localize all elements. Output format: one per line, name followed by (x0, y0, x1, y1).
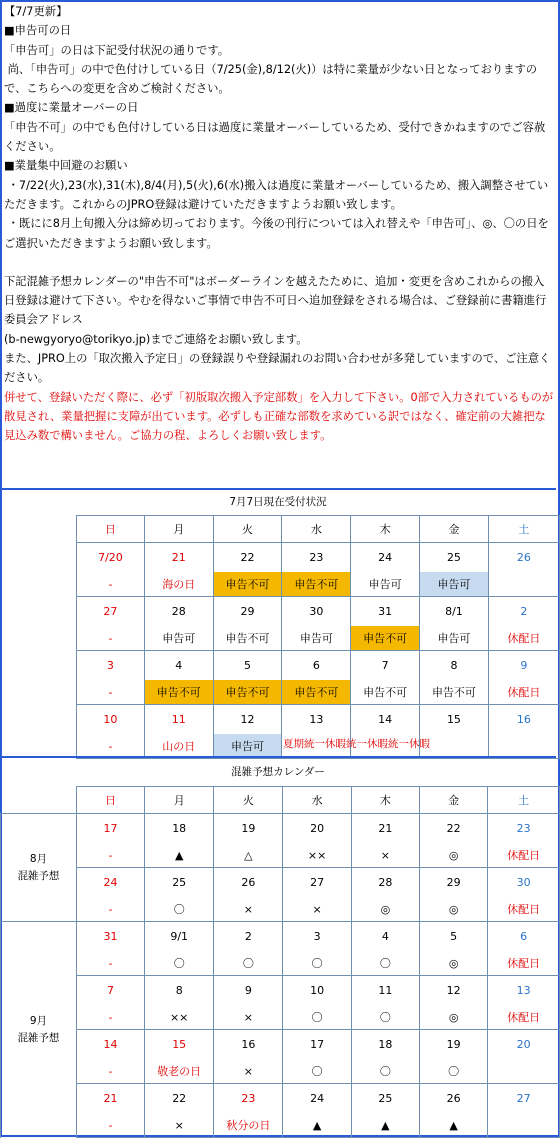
divider (0, 488, 556, 490)
weekday-5: 金 (420, 516, 489, 543)
forecast-cell: - (76, 951, 144, 976)
date-cell: 22 (213, 543, 282, 573)
status-cell (488, 572, 559, 597)
date-cell: 18 (145, 814, 214, 844)
date-cell: 31 (76, 922, 144, 952)
date-cell: 31 (351, 597, 420, 627)
notice-text: ・7/22(火),23(水),31(木),8/4(月),5(火),6(水)搬入は過度に業量オーバーしているため、搬入調整させていただきます。これからのJPRO登録は避けていただきますようお願い致します。 (4, 178, 549, 211)
week-forecast-row (1, 1059, 560, 1084)
status-cell: 休配日 (488, 680, 559, 705)
header-spacer (1, 787, 77, 814)
date-cell: 10 (77, 705, 145, 735)
date-cell: 23 (214, 1084, 283, 1114)
forecast-cell: × (145, 1113, 214, 1138)
date-cell: 8 (420, 651, 489, 681)
date-cell: 11 (351, 976, 419, 1006)
forecast-cell: × (283, 897, 351, 922)
date-cell: 7/20 (77, 543, 145, 573)
forecast-cell (488, 1113, 560, 1138)
weekday-5: 金 (420, 787, 488, 814)
status-cell: 申告不可 (144, 680, 213, 705)
forecast-cell: ▲ (351, 1113, 419, 1138)
week-date-row (1, 868, 560, 898)
warning-text: 併せて、登録いただく際に、必ず「初版取次搬入予定部数」を入力して下さい。0部で入力されているものが散見され、業量把握に支障が出ています。必ずしも正確な部数を求めている訳ではなく、確定前の大雑把な見込み数で構いません。ご協力の程、よろしくお願い致します。 (4, 390, 554, 443)
month-label (1, 814, 77, 922)
week-status-row (77, 626, 560, 651)
notice-text: ・既にに8月上旬搬入分は締め切っております。今後の刊行については入れ替えや「申告可」、◎、〇の日をご選択いただきますようお願い致します。 (4, 217, 549, 250)
weekday-6: 土 (488, 516, 559, 543)
forecast-cell: × (351, 843, 419, 868)
forecast-title: 混雑予想カレンダー (231, 766, 325, 778)
date-cell: 22 (420, 814, 488, 844)
status-cell: - (77, 626, 145, 651)
date-cell: 10 (283, 976, 351, 1006)
week-date-row (1, 814, 560, 844)
date-cell: 26 (420, 1084, 488, 1114)
week-forecast-row (1, 951, 560, 976)
date-cell: 19 (214, 814, 283, 844)
date-cell: 17 (283, 1030, 351, 1060)
status-cell: 休配日 (488, 626, 559, 651)
update-label: 【7/7更新】 (4, 5, 68, 18)
forecast-cell: - (76, 1113, 144, 1138)
forecast-cell: 〇 (214, 951, 283, 976)
date-cell: 24 (283, 1084, 351, 1114)
forecast-cell: 〇 (351, 1059, 419, 1084)
forecast-cell: 〇 (283, 951, 351, 976)
forecast-cell: 〇 (283, 1059, 351, 1084)
date-cell: 25 (351, 1084, 419, 1114)
weekday-4: 木 (351, 516, 420, 543)
status-cell: - (77, 734, 145, 759)
date-cell: 22 (145, 1084, 214, 1114)
week-date-row (77, 543, 560, 573)
status-calendar (76, 515, 560, 759)
week-forecast-row (1, 1113, 560, 1138)
status-cell: 申告不可 (420, 680, 489, 705)
date-cell: 24 (76, 868, 144, 898)
date-cell: 20 (283, 814, 351, 844)
weekday-6: 土 (488, 787, 560, 814)
status-cell: 申告可 (420, 626, 489, 651)
date-cell: 3 (283, 922, 351, 952)
date-cell: 6 (488, 922, 560, 952)
status-title: 7月7日現在受付状況 (229, 496, 327, 508)
month-sub: 混雑予想 (17, 869, 60, 882)
forecast-cell: 秋分の日 (214, 1113, 283, 1138)
week-date-row (1, 922, 560, 952)
status-cell: 申告不可 (351, 680, 420, 705)
date-cell: 28 (351, 868, 419, 898)
date-cell: 23 (488, 814, 560, 844)
week-forecast-row (1, 843, 560, 868)
notice-text: 下記混雑予想カレンダーの"申告不可"はボーダーラインを越えたために、追加・変更を含めこれからの搬入日登録は避けて下さい。やむを得ないご事情で申告不可日へ追加登録をされる場合は、ご登録前に書籍進行委員会アドレス (4, 274, 547, 327)
week-forecast-row (1, 1005, 560, 1030)
week-date-row (1, 1030, 560, 1060)
date-cell: 13 (488, 976, 560, 1006)
date-cell: 9 (214, 976, 283, 1006)
week-status-row (77, 680, 560, 705)
date-cell: 12 (213, 705, 282, 735)
forecast-cell: - (76, 843, 144, 868)
date-cell: 6 (282, 651, 351, 681)
date-cell: 30 (488, 868, 560, 898)
status-cell (488, 734, 559, 759)
forecast-cell: 〇 (145, 897, 214, 922)
section-heading: ■業量集中回避のお願い (4, 159, 128, 173)
forecast-cell: × (214, 1059, 283, 1084)
date-cell: 20 (488, 1030, 560, 1060)
forecast-cell: ◎ (420, 843, 488, 868)
status-cell: 申告不可 (213, 626, 282, 651)
forecast-calendar (0, 786, 560, 1138)
forecast-cell: 〇 (420, 1059, 488, 1084)
forecast-cell: 〇 (351, 1005, 419, 1030)
date-cell: 11 (144, 705, 213, 735)
week-date-row (77, 705, 560, 735)
forecast-cell: - (76, 1005, 144, 1030)
forecast-cell: - (76, 1059, 144, 1084)
summer-holiday-label: 夏期統一休暇統一休暇統一休暇 (283, 738, 430, 750)
date-cell: 8/1 (420, 597, 489, 627)
forecast-cell: ×× (283, 843, 351, 868)
weekday-0: 日 (76, 787, 144, 814)
forecast-cell: 休配日 (488, 1005, 560, 1030)
date-cell: 17 (76, 814, 144, 844)
status-cell: 海の日 (144, 572, 213, 597)
month-name: 8月 (29, 852, 48, 865)
notice-text: 尚、「申告可」の中で色付けしている日（7/25(金),8/12(火)）は特に業量が少ない日となっておりますので、こちらへの変更を含めご検討ください。 (4, 62, 538, 96)
forecast-cell: ▲ (283, 1113, 351, 1138)
status-cell: 申告不可 (282, 572, 351, 597)
status-cell: 申告可 (282, 626, 351, 651)
date-cell: 21 (144, 543, 213, 573)
forecast-cell: ◎ (351, 897, 419, 922)
week-date-row (77, 597, 560, 627)
forecast-cell: 〇 (145, 951, 214, 976)
week-forecast-row (1, 897, 560, 922)
date-cell: 25 (145, 868, 214, 898)
forecast-cell (488, 1059, 560, 1084)
date-cell: 8 (145, 976, 214, 1006)
date-cell: 26 (488, 543, 559, 573)
week-date-row (1, 976, 560, 1006)
date-cell: 27 (77, 597, 145, 627)
date-cell: 26 (214, 868, 283, 898)
notice-text: 「申告不可」の中でも色付けしている日は過度に業量オーバーしているため、受付できかねますのでご容赦ください。 (4, 120, 546, 154)
date-cell: 9 (488, 651, 559, 681)
month-name: 9月 (29, 1014, 48, 1027)
status-cell: 申告可 (144, 626, 213, 651)
weekday-3: 水 (282, 516, 351, 543)
weekday-header (1, 787, 560, 814)
contact-email[interactable]: (b-newgyoryo@torikyo.jp)までご連絡をお願い致します。 (4, 332, 308, 346)
date-cell: 25 (420, 543, 489, 573)
weekday-4: 木 (351, 787, 419, 814)
divider (0, 756, 556, 758)
status-cell: 山の日 (144, 734, 213, 759)
date-cell: 5 (420, 922, 488, 952)
date-cell: 2 (214, 922, 283, 952)
month-label (1, 922, 77, 1138)
forecast-cell: × (214, 897, 283, 922)
date-cell: 15 (145, 1030, 214, 1060)
date-cell: 2 (488, 597, 559, 627)
date-cell: 29 (420, 868, 488, 898)
date-cell: 4 (144, 651, 213, 681)
notice-block (4, 2, 554, 446)
forecast-cell: ◎ (420, 1005, 488, 1030)
status-cell: 申告不可 (351, 626, 420, 651)
date-cell: 24 (351, 543, 420, 573)
weekday-2: 火 (213, 516, 282, 543)
date-cell: 4 (351, 922, 419, 952)
date-cell: 16 (214, 1030, 283, 1060)
month-sub: 混雑予想 (17, 1031, 60, 1044)
date-cell: 5 (213, 651, 282, 681)
forecast-cell: 敬老の日 (145, 1059, 214, 1084)
status-cell: 申告不可 (213, 572, 282, 597)
date-cell: 7 (351, 651, 420, 681)
status-cell: 申告可 (213, 734, 282, 759)
date-cell: 15 (420, 705, 489, 735)
notice-text: また、JPRO上の「取次搬入予定日」の登録誤りや登録漏れのお問い合わせが多発していますので、ご注意ください。 (4, 352, 551, 385)
date-cell: 28 (144, 597, 213, 627)
weekday-1: 月 (145, 787, 214, 814)
date-cell: 19 (420, 1030, 488, 1060)
date-cell: 7 (76, 976, 144, 1006)
date-cell: 23 (282, 543, 351, 573)
date-cell: 18 (351, 1030, 419, 1060)
status-cell: - (77, 680, 145, 705)
forecast-cell: △ (214, 843, 283, 868)
week-date-row (1, 1084, 560, 1114)
weekday-2: 火 (214, 787, 283, 814)
status-cell: 申告可 (351, 572, 420, 597)
forecast-cell: ◎ (420, 897, 488, 922)
date-cell: 14 (351, 705, 420, 735)
forecast-cell: 休配日 (488, 951, 560, 976)
status-cell: - (77, 572, 145, 597)
forecast-cell: 休配日 (488, 897, 560, 922)
section-heading: ■過度に業量オーバーの日 (4, 101, 139, 115)
date-cell: 9/1 (145, 922, 214, 952)
weekday-header (77, 516, 560, 543)
weekday-0: 日 (77, 516, 145, 543)
forecast-cell: ▲ (420, 1113, 488, 1138)
date-cell: 14 (76, 1030, 144, 1060)
forecast-cell: 〇 (283, 1005, 351, 1030)
week-status-row (77, 572, 560, 597)
forecast-cell: - (76, 897, 144, 922)
forecast-cell: ◎ (420, 951, 488, 976)
forecast-cell: ▲ (145, 843, 214, 868)
date-cell: 12 (420, 976, 488, 1006)
status-cell: 申告可 (420, 572, 489, 597)
notice-text: 「申告可」の日は下記受付状況の通りです。 (4, 43, 230, 57)
date-cell: 13 (282, 705, 351, 735)
weekday-3: 水 (283, 787, 351, 814)
weekday-1: 月 (144, 516, 213, 543)
date-cell: 16 (488, 705, 559, 735)
date-cell: 29 (213, 597, 282, 627)
week-date-row (77, 651, 560, 681)
date-cell: 30 (282, 597, 351, 627)
date-cell: 27 (488, 1084, 560, 1114)
date-cell: 3 (77, 651, 145, 681)
forecast-cell: 〇 (351, 951, 419, 976)
forecast-cell: ×× (145, 1005, 214, 1030)
date-cell: 21 (351, 814, 419, 844)
forecast-cell: × (214, 1005, 283, 1030)
date-cell: 27 (283, 868, 351, 898)
status-cell: 申告不可 (213, 680, 282, 705)
date-cell: 21 (76, 1084, 144, 1114)
forecast-cell: 休配日 (488, 843, 560, 868)
section-heading: ■申告可の日 (4, 24, 72, 38)
status-cell: 申告不可 (282, 680, 351, 705)
